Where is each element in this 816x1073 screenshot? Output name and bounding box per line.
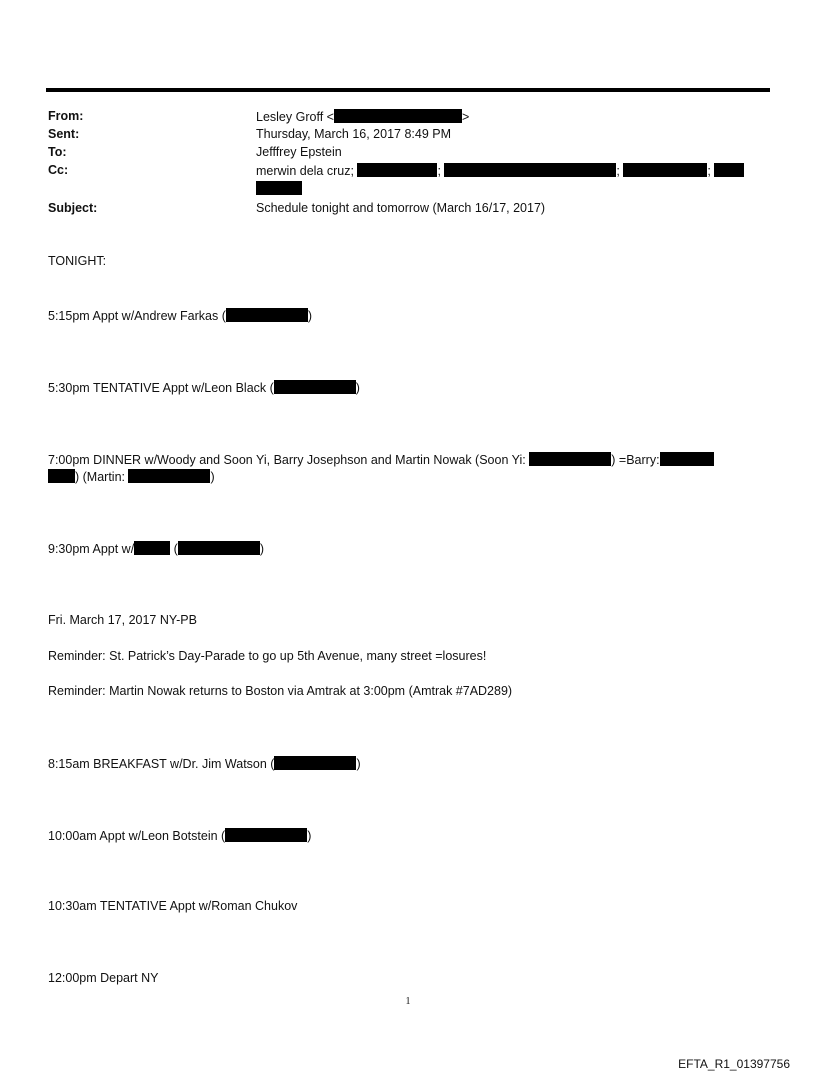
schedule-text: 8:15am BREAKFAST w/Dr. Jim Watson (: [48, 757, 275, 771]
schedule-text: 10:00am Appt w/Leon Botstein (: [48, 829, 226, 843]
to-label: To:: [48, 145, 67, 159]
close-paren: ): [356, 757, 361, 771]
redaction-block: [660, 452, 714, 466]
redaction-block: [357, 163, 437, 177]
cc-separator: ;: [616, 164, 620, 178]
schedule-item: [48, 756, 361, 771]
redaction-block: [178, 541, 260, 555]
bates-number: EFTA_R1_01397756: [678, 1057, 790, 1071]
redaction-block: [714, 163, 744, 177]
schedule-text: ) =Barry:: [611, 453, 660, 467]
redaction-block: [623, 163, 707, 177]
redaction-block: [134, 541, 170, 555]
cc-value-continued: [256, 181, 302, 196]
date-heading: Fri. March 17, 2017 NY-PB: [48, 613, 197, 627]
reminder: Reminder: St. Patrick’s Day-Parade to go up 5th Avenue, many street =losures!: [48, 649, 487, 663]
cc-value: [256, 163, 744, 178]
page-number: 1: [405, 996, 411, 1007]
cc-separator: ;: [707, 164, 711, 178]
close-paren: ): [355, 381, 360, 395]
subject-value: Schedule tonight and tomorrow (March 16/17, 2017): [256, 201, 546, 215]
sent-label: Sent:: [48, 127, 80, 141]
redaction-block: [128, 469, 210, 483]
schedule-text: ) (Martin:: [75, 470, 125, 484]
close-paren: ): [307, 309, 313, 323]
redaction-block: [256, 181, 302, 195]
redaction-block: [334, 109, 462, 123]
schedule-item: [48, 380, 360, 395]
redaction-block: [529, 452, 611, 466]
to-value: Jefffrey Epstein: [256, 145, 342, 159]
redaction-block: [226, 308, 308, 322]
sent-value: Thursday, March 16, 2017 8:49 PM: [256, 127, 452, 141]
schedule-item: 12:00pm Depart NY: [48, 971, 159, 985]
schedule-text: 5:15pm Appt w/Andrew Farkas (: [48, 309, 226, 323]
header-rule: [46, 88, 770, 92]
open-paren: (: [173, 542, 178, 556]
from-name: Lesley Groff <: [256, 110, 334, 124]
schedule-item: [48, 828, 311, 843]
schedule-text: 9:30pm Appt w/: [48, 542, 135, 556]
schedule-item-continued: [48, 469, 215, 484]
from-value: [256, 109, 469, 124]
from-close: >: [461, 110, 470, 124]
close-paren: ): [259, 542, 264, 556]
close-paren: ): [210, 470, 215, 484]
redaction-block: [274, 380, 356, 394]
schedule-item: [48, 541, 264, 556]
schedule-item: [48, 452, 714, 467]
from-label: From:: [48, 109, 84, 123]
redaction-block: [48, 469, 75, 483]
cc-label: Cc:: [48, 163, 69, 177]
cc-first: merwin dela cruz;: [256, 164, 354, 178]
section-heading: TONIGHT:: [48, 254, 107, 268]
schedule-item: [48, 308, 312, 323]
cc-separator: ;: [437, 164, 441, 178]
schedule-item: 10:30am TENTATIVE Appt w/Roman Chukov: [48, 899, 298, 913]
schedule-text: 7:00pm DINNER w/Woody and Soon Yi, Barry Josephson and Martin Nowak (Soon Yi:: [48, 453, 526, 467]
subject-label: Subject:: [48, 201, 98, 215]
redaction-block: [444, 163, 616, 177]
close-paren: ): [307, 829, 312, 843]
schedule-text: 5:30pm TENTATIVE Appt w/Leon Black (: [48, 381, 274, 395]
reminder: Reminder: Martin Nowak returns to Boston via Amtrak at 3:00pm (Amtrak #7AD289): [48, 684, 513, 698]
redaction-block: [274, 756, 356, 770]
redaction-block: [225, 828, 307, 842]
